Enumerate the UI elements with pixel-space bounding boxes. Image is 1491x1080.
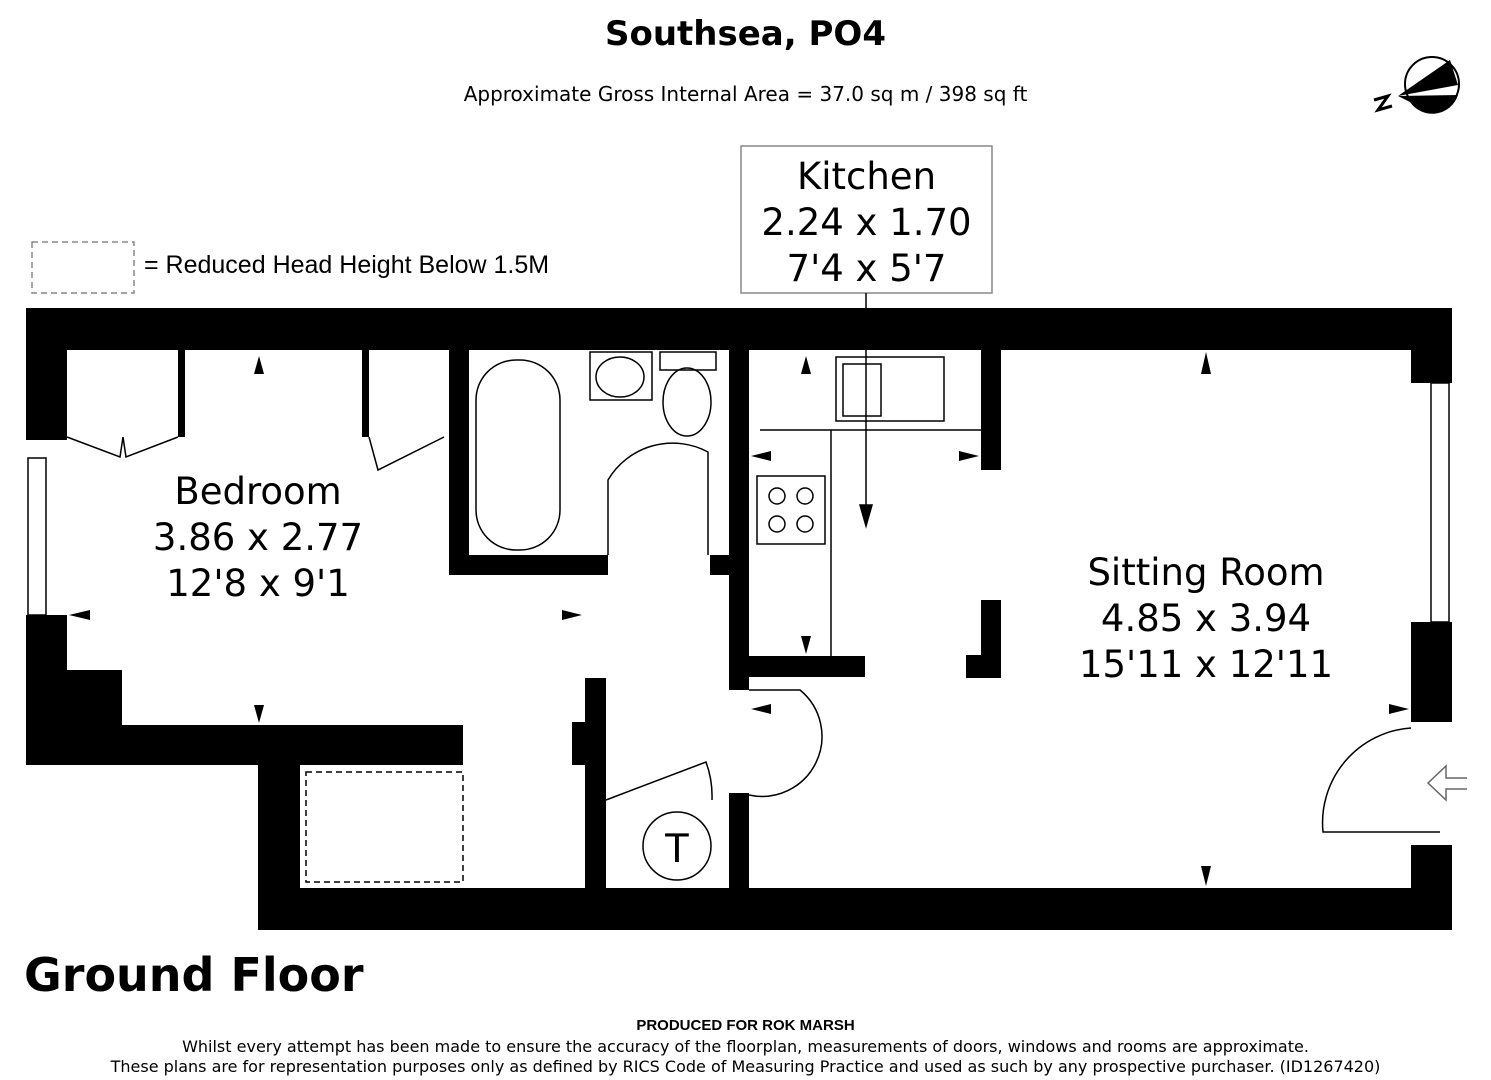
room-name: Kitchen [796,155,937,198]
bathroom-door [608,443,708,555]
hall-door [749,690,822,796]
room-imperial: 7'4 x 5'7 [786,247,947,290]
disclaimer-line-1: Whilst every attempt has been made to ensure the accuracy of the floorplan, measurements of doors, windows and rooms are approximate. [182,1037,1309,1056]
room-name: Sitting Room [1087,551,1325,594]
hob [757,476,825,544]
disclaimer-line-2: These plans are for representation purposes only as defined by RICS Code of Measuring Practice and used as such by any prospective purchaser. (ID1267420) [110,1057,1381,1076]
room-metric: 4.85 x 3.94 [1100,597,1312,640]
room-label-bedroom [108,469,408,607]
cupboard-door [606,762,712,800]
room-metric: 2.24 x 1.70 [761,201,972,244]
floor-label: Ground Floor [24,948,364,1002]
bedroom-window [28,458,46,615]
room-label-sitting-room [1036,550,1376,688]
wardrobe-doors [67,437,444,470]
legend-text: = Reduced Head Height Below 1.5M [144,251,550,279]
entrance-door [1323,728,1440,832]
toilet [663,368,711,436]
produced-for: PRODUCED FOR ROK MARSH [636,1017,855,1034]
tank-label: T [664,824,690,871]
entrance-arrow-icon [1428,766,1467,800]
gross-internal-area: Approximate Gross Internal Area = 37.0 sq m / 398 sq ft [463,82,1028,106]
room-imperial: 15'11 x 12'11 [1078,643,1334,686]
page-title: Southsea, PO4 [605,14,886,54]
reduced-head-height-area [306,772,463,882]
sitting-room-window [1431,383,1449,622]
room-label-kitchen [741,154,992,292]
legend-dashed-box [32,242,134,293]
sink [836,357,944,421]
room-name: Bedroom [174,470,342,513]
basin [590,352,652,400]
room-metric: 3.86 x 2.77 [152,516,364,559]
room-imperial: 12'8 x 9'1 [166,562,350,605]
bathtub [476,360,560,550]
